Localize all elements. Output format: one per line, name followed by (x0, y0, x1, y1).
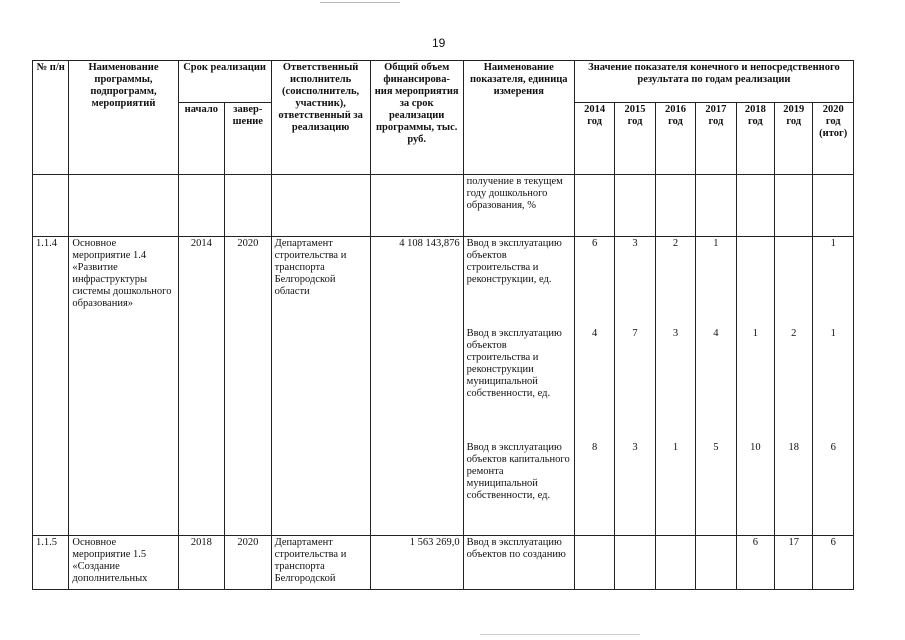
header-year: 2020 год (итог) (813, 103, 854, 175)
row-funding (370, 175, 463, 237)
year-column-2020 (813, 237, 854, 536)
indicator-value: 2 (672, 238, 679, 249)
indicator-value (574, 175, 614, 237)
indicator-value (574, 536, 614, 590)
row-num (33, 175, 69, 237)
table-header (33, 61, 854, 175)
header-funding: Общий объем финансирова- ния мероприятия за срок реализации программы, тыс. руб. (370, 61, 463, 175)
year-column-2015 (615, 237, 655, 536)
page-number: 19 (432, 36, 446, 50)
indicator-value: 1 (713, 238, 719, 249)
indicator-value: 3 (632, 238, 638, 249)
indicator-value: 3 (632, 442, 638, 453)
indicator-value (736, 175, 774, 237)
row-end (225, 175, 272, 237)
indicator-label: Ввод в эксплуатацию объектов строительства и реконструкции, ед. (466, 238, 562, 286)
year-column-2016 (655, 237, 695, 536)
indicator-value: 10 (750, 442, 761, 453)
indicator-value (615, 175, 655, 237)
year-column-2018 (736, 237, 774, 536)
indicator-value: 3 (672, 328, 679, 339)
row-num: 1.1.5 (33, 536, 69, 590)
row-responsible: Департамент строительства и транспорта Белгородской (271, 536, 370, 590)
indicator-value: 6 (813, 536, 854, 590)
program-table (32, 60, 854, 590)
row-num: 1.1.4 (33, 237, 69, 536)
indicator-value: 18 (788, 442, 799, 453)
row-start: 2018 (178, 536, 225, 590)
indicator-value: 1 (752, 328, 758, 339)
indicator-value: 8 (591, 442, 598, 453)
year-column-2017 (696, 237, 736, 536)
header-responsible: Ответственный исполнитель (соисполнитель, участник), ответственный за реализацию (271, 61, 370, 175)
indicator-value: 1 (672, 442, 679, 453)
indicator-value: 4 (591, 328, 598, 339)
indicator-label: получение в текущем году дошкольного образования, % (463, 175, 574, 237)
header-indicator: Наименование показателя, единица измерения (463, 61, 574, 175)
indicator-value: 17 (775, 536, 813, 590)
row-end: 2020 (225, 237, 272, 536)
header-year: 2019 год (775, 103, 813, 175)
indicator-value: 6 (591, 238, 598, 249)
row-start (178, 175, 225, 237)
scan-artifact-line (480, 634, 640, 635)
row-funding: 1 563 269,0 (370, 536, 463, 590)
indicator-label: Ввод в эксплуатацию объектов по созданию (463, 536, 574, 590)
indicator-value (813, 175, 854, 237)
indicator-label: Ввод в эксплуатацию объектов капитального ремонта муниципальной собственности, ед. (466, 442, 570, 502)
year-column-2019 (775, 237, 813, 536)
indicator-value (696, 536, 736, 590)
indicator-value (655, 536, 695, 590)
indicator-value (775, 175, 813, 237)
header-period: Срок реализации (178, 61, 271, 103)
indicator-label: Ввод в эксплуатацию объектов строительства и реконструкции муниципальной собственности, ед. (466, 328, 562, 400)
table-row (33, 237, 854, 536)
row-name (69, 175, 178, 237)
row-name: Основное мероприятие 1.5 «Создание дополнительных (69, 536, 178, 590)
header-year: 2016 год (655, 103, 695, 175)
indicator-value (740, 238, 771, 306)
table-row (33, 536, 854, 590)
row-name: Основное мероприятие 1.4 «Развитие инфраструктуры системы дошкольного образования» (69, 237, 178, 536)
scan-artifact-line (320, 2, 400, 3)
row-start: 2014 (178, 237, 225, 536)
table-row (33, 175, 854, 237)
row-funding: 4 108 143,876 (370, 237, 463, 536)
indicator-value (696, 175, 736, 237)
indicator-value: 6 (830, 442, 836, 453)
indicator-list (463, 237, 574, 536)
header-num: № п/н (33, 61, 69, 175)
indicator-value (778, 238, 809, 306)
header-year: 2014 год (574, 103, 614, 175)
header-year: 2017 год (696, 103, 736, 175)
indicator-value: 2 (791, 328, 797, 339)
row-end: 2020 (225, 536, 272, 590)
indicator-value: 6 (736, 536, 774, 590)
header-start: начало (178, 103, 225, 175)
indicator-value: 1 (830, 328, 836, 339)
header-year: 2018 год (736, 103, 774, 175)
indicator-value (615, 536, 655, 590)
indicator-value: 5 (713, 442, 719, 453)
indicator-value: 4 (713, 328, 719, 339)
header-year: 2015 год (615, 103, 655, 175)
row-responsible: Департамент строительства и транспорта Белгородской области (271, 237, 370, 536)
header-end: завер- шение (225, 103, 272, 175)
header-name: Наименование программы, подпрограмм, мероприятий (69, 61, 178, 175)
header-values-group: Значение показателя конечного и непосредственного результата по годам реализации (574, 61, 853, 103)
indicator-value: 1 (830, 238, 836, 249)
indicator-value: 7 (632, 328, 638, 339)
indicator-value (655, 175, 695, 237)
row-responsible (271, 175, 370, 237)
year-column-2014 (574, 237, 614, 536)
